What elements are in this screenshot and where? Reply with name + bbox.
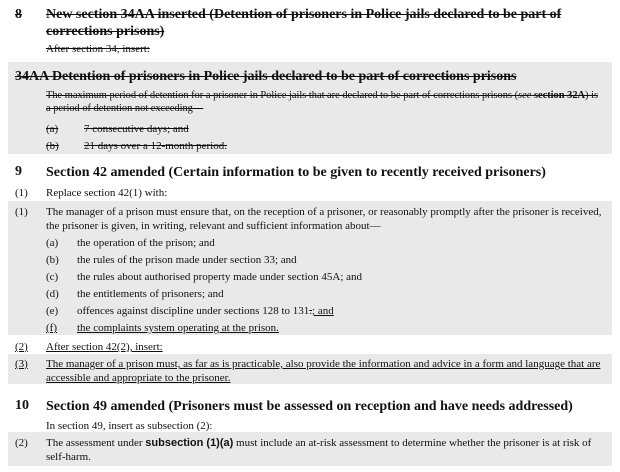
section-34AA-text	[46, 89, 602, 115]
item-b-text: the rules of the prison made under section 33; and	[77, 254, 297, 266]
quoted-sub-1-label: (1)	[15, 206, 28, 218]
item-d-label: (d)	[46, 288, 59, 300]
section-34AA-item-a-text: 7 consecutive days; and	[84, 123, 189, 135]
section-9-sub-1-text: Replace section 42(1) with:	[46, 187, 168, 199]
section-34AA-item-b-label: (b)	[46, 140, 59, 152]
section-9-sub-3-label: (3)	[15, 358, 28, 370]
section-34AA-text-part-2: ) is a period of detention not exceeding—	[46, 90, 599, 114]
section-9-sub-2-text: After section 42(2), insert:	[46, 341, 163, 353]
item-e-main-text: offences against discipline under sections 128 to 131	[77, 305, 310, 317]
section-10-sub-2-text-part-1: The assessment under	[46, 437, 146, 449]
section-34AA-heading: 34AA Detention of prisoners in Police jails declared to be part of corrections prisons	[15, 69, 517, 84]
item-b-label: (b)	[46, 254, 59, 266]
section-10-sub-2-label: (2)	[15, 437, 28, 449]
item-e-label: (e)	[46, 305, 59, 317]
section-10-sub-2-text	[46, 436, 608, 464]
section-9-title: Section 42 amended (Certain information to be given to recently received prisoners)	[46, 165, 546, 180]
item-c-text: the rules about authorised property made under section 45A; and	[77, 271, 363, 283]
see-reference: see	[518, 90, 532, 101]
section-34AA-item-a-label: (a)	[46, 123, 59, 135]
section-8-title: New section 34AA inserted (Detention of prisoners in Police jails declared to be part of corrections prisons)	[46, 7, 562, 39]
section-10-number: 10	[15, 398, 29, 413]
item-a-label: (a)	[46, 237, 59, 249]
section-10-sub-2-text-part-2: must include an at-risk assessment to determine whether the prisoner is at risk of self-harm.	[46, 437, 592, 463]
section-9-sub-2-label: (2)	[15, 341, 28, 353]
section-9-sub-3-text: The manager of a prison must, as far as is practicable, also provide the information and advice in a form and language that are accessible and appropriate to the prisoner.	[46, 358, 601, 384]
section-8-number: 8	[15, 7, 22, 22]
section-8-instruction: After section 34, insert:	[46, 43, 150, 55]
item-f-label: (f)	[46, 322, 57, 334]
section-32A-reference: section 32A	[533, 90, 586, 101]
item-e-added-text: ; and	[312, 305, 334, 317]
item-e-text	[77, 304, 334, 318]
section-10-title: Section 49 amended (Prisoners must be assessed on reception and have needs addressed)	[46, 399, 573, 414]
item-f-text: the complaints system operating at the prison.	[77, 322, 279, 334]
section-34AA-text-part-1: The maximum period of detention for a prisoner in Police jails that are declared to be part of corrections prisons (	[46, 90, 519, 101]
section-8-quoted-block	[8, 62, 612, 154]
section-10-instruction: In section 49, insert as subsection (2):	[46, 420, 213, 432]
quoted-sub-1-text: The manager of a prison must ensure that, on the reception of a prisoner, or reasonably promptly after the prisoner is received, the prisoner is given, in writing, relevant and sufficient information about—	[46, 206, 602, 232]
item-a-text: the operation of the prison; and	[77, 237, 215, 249]
item-c-label: (c)	[46, 271, 59, 283]
subsection-1a-reference: subsection (1)(a)	[145, 437, 234, 449]
item-e-deleted-text: .	[309, 305, 313, 317]
item-d-text: the entitlements of prisoners; and	[77, 288, 224, 300]
section-9-number: 9	[15, 164, 22, 179]
section-34AA-item-b-text: 21 days over a 12-month period.	[84, 140, 227, 152]
section-9-sub-1-label: (1)	[15, 187, 28, 199]
